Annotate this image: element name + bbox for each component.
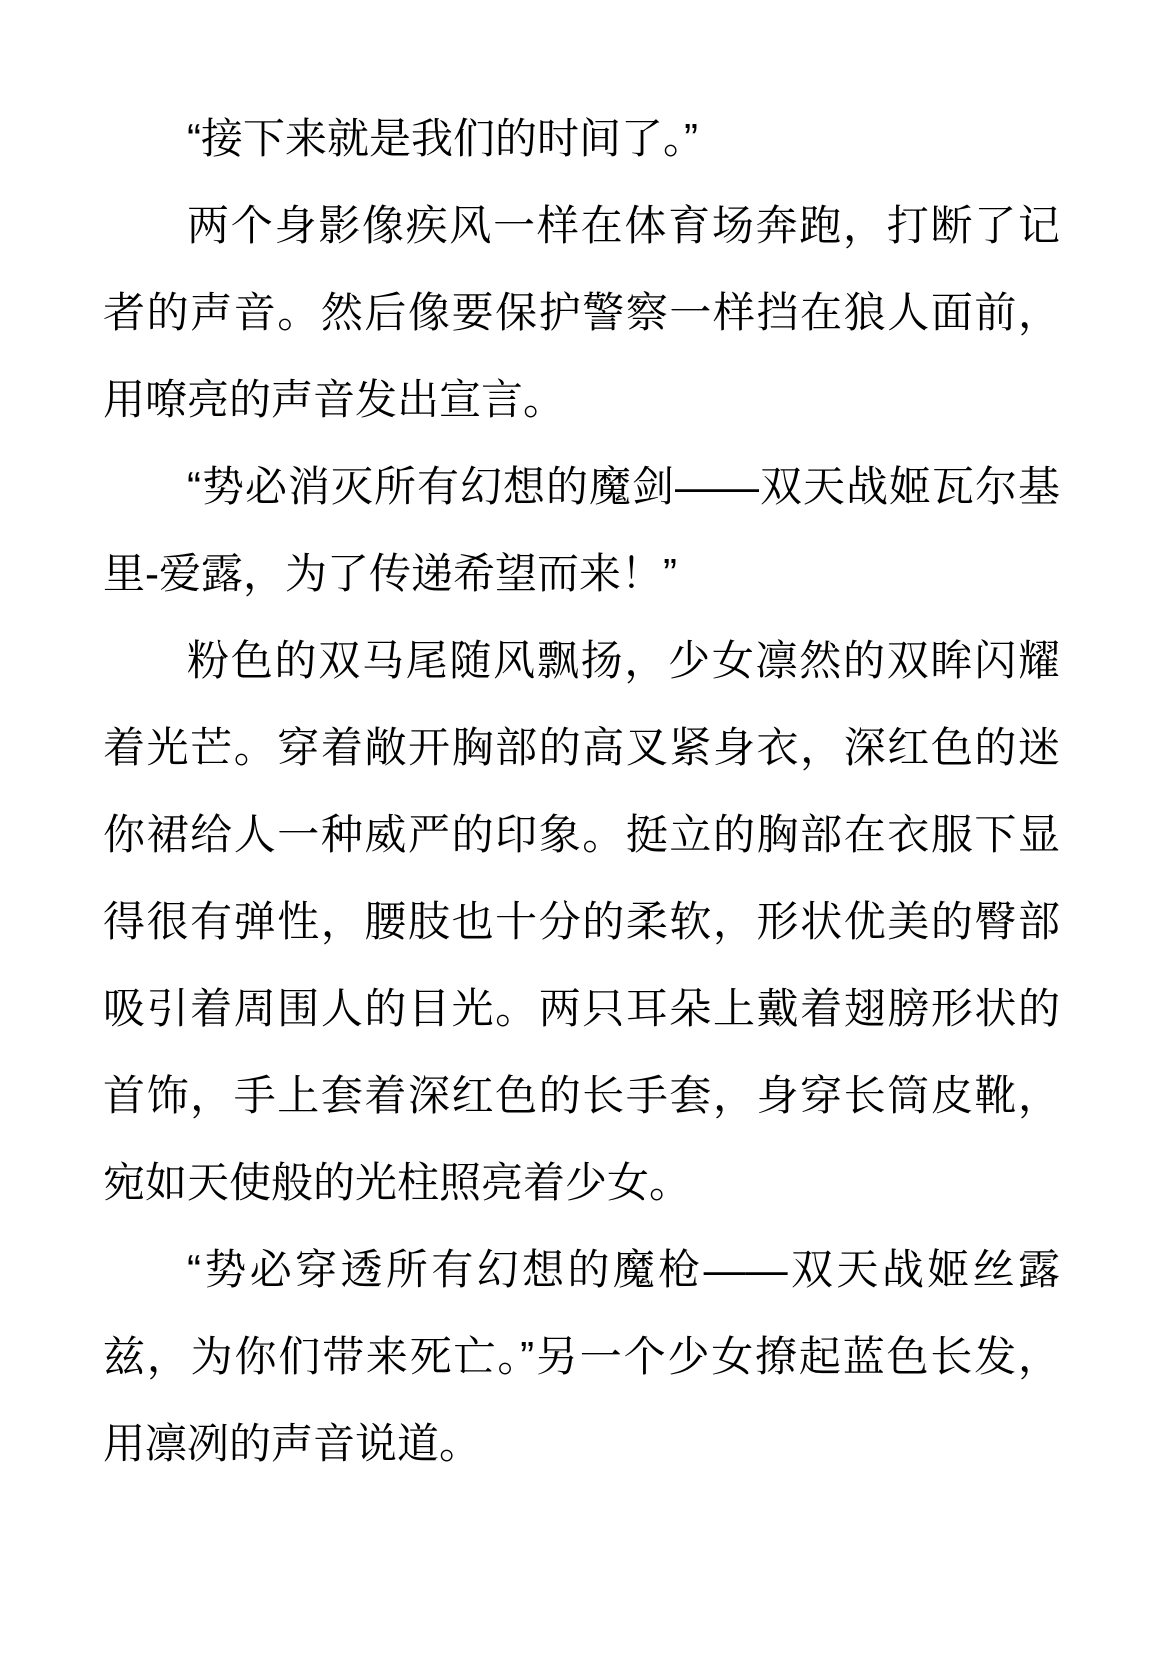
paragraph-4: 粉色的双马尾随风飘扬，少女凛然的双眸闪耀着光芒。穿着敞开胸部的高叉紧身衣，深红色的迷你裙给人一种威严的印象。挺立的胸部在衣服下显得很有弹性，腰肢也十分的柔软，形状优美的臀部吸引着周围人的目光。两只耳朵上戴着翅膀形状的首饰，手上套着深红色的长手套，身穿长筒皮靴，宛如天使般的光柱照亮着少女。	[103, 637, 1060, 1206]
paragraph-3: “势必消灭所有幻想的魔剑——双天战姬瓦尔基里-爱露，为了传递希望而来！”	[103, 463, 1060, 597]
paragraph-5: “势必穿透所有幻想的魔枪——双天战姬丝露兹，为你们带来死亡。”另一个少女撩起蓝色长发，用凛冽的声音说道。	[103, 1246, 1060, 1467]
paragraph-2: 两个身影像疾风一样在体育场奔跑，打断了记者的声音。然后像要保护警察一样挡在狼人面前，用嘹亮的声音发出宣言。	[103, 202, 1060, 423]
paragraph-1: “接下来就是我们的时间了。”	[187, 115, 698, 162]
